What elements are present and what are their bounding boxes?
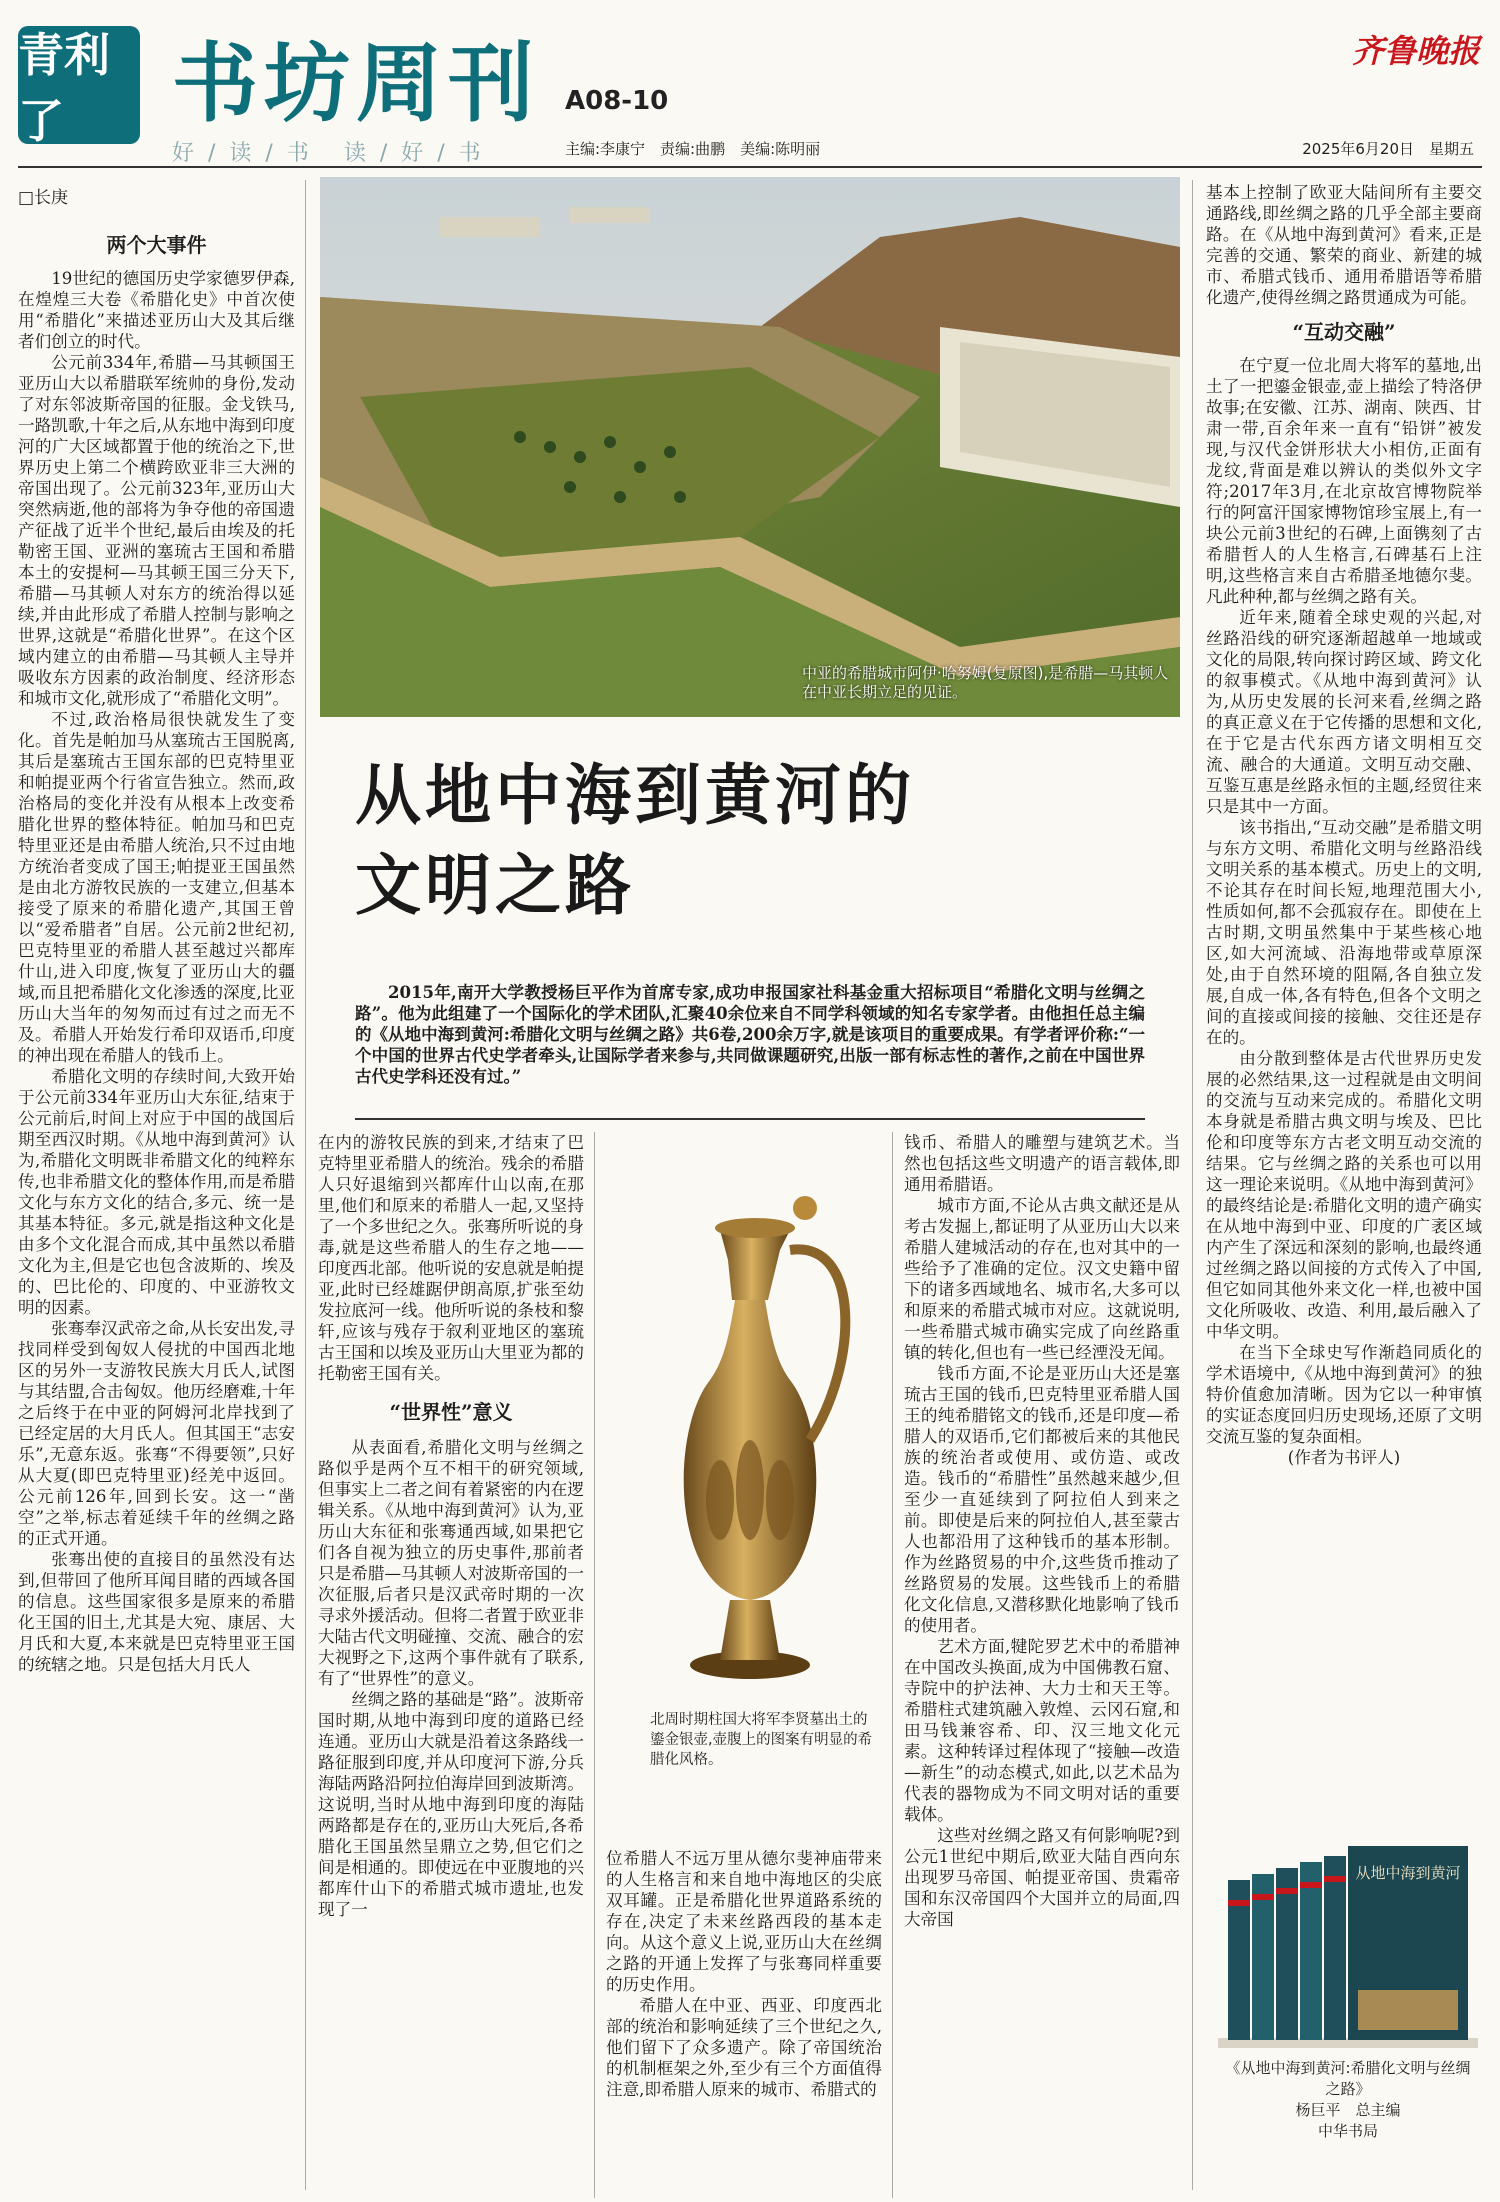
column-logo: 青利了 xyxy=(18,26,140,144)
photo-caption: 中亚的希腊城市阿伊·哈努姆(复原图),是希腊—马其顿人在中亚长期立足的见证。 xyxy=(802,664,1169,701)
paragraph: 钱币方面,不论是亚历山大还是塞琉古王国的钱币,巴克特里亚希腊人国王的纯希腊铭文的钱币,还是印度—希腊人的双语币,它们都被后来的其他民族的统治者或使用、或仿造、或改造。钱币的“希腊性”虽然越来越少,但至少一直延续到了阿拉伯人到来之前。即使是后来的阿拉伯人,甚至蒙古人也都沿用了这种钱币的基本形制。作为丝路贸易的中介,这些货币推动了丝路贸易的发展。这些钱币上的希腊化文化信息,又潜移默化地影响了钱币的使用者。 xyxy=(904,1364,1180,1635)
book-editor: 杨巨平 总主编 xyxy=(1295,2101,1401,2119)
paragraph: 不过,政治格局很快就发生了变化。首先是帕加马从塞琉古王国脱离,其后是塞琉古王国东部的巴克特里亚和帕提亚两个行省宣告独立。然而,政治格局的变化并没有从根本上改变希腊化世界的整体特征。帕加马和巴克特里亚还是由希腊人统治,只不过由地方统治者变成了国王;帕提亚王国虽然是由北方游牧民族的一支建立,但基本接受了原来的希腊化遗产,其国王曾以“爱希腊者”自居。公元前2世纪初,巴克特里亚的希腊人甚至越过兴都库什山,进入印度,恢复了亚历山大的疆域,而且把希腊化文化渗透的深度,比亚历山大当年的匆匆而过有过之而无不及。希腊人开始发行希印双语币,印度的神出现在希腊人的钱币上。 xyxy=(18,710,295,1065)
paragraph: 19世纪的德国历史学家德罗伊森,在煌煌三大卷《希腊化史》中首次使用“希腊化”来描述亚历山大及其后继者们创立的时代。 xyxy=(18,269,295,351)
author-note: (作者为书评人) xyxy=(1287,1448,1401,1467)
column-divider xyxy=(892,1132,893,2198)
paragraph: 张骞出使的直接目的虽然没有达到,但带回了他所耳闻目睹的西域各国的信息。这些国家很多是原来的希腊化王国的旧土,尤其是大宛、康居、大月氏和大夏,本来就是巴克特里亚王国的统辖之地。只是包括大月氏人 xyxy=(18,1550,295,1674)
paragraph: 丝绸之路的基础是“路”。波斯帝国时期,从地中海到印度的道路已经连通。亚历山大就是沿着这条路线一路征服到印度,并从印度河下游,分兵海陆两路沿阿拉伯海岸回到波斯湾。这说明,当时从地中海到印度的海陆两路都是存在的,亚历山大死后,各希腊化王国虽然呈鼎立之势,但它们之间是相通的。即使远在中亚腹地的兴都库什山下的希腊式城市遗址,也发现了一 xyxy=(318,1690,584,1919)
masthead-divider xyxy=(18,166,1482,168)
city-reconstruction-image xyxy=(320,177,1180,717)
issue-date: 2025年6月20日 星期五 xyxy=(1302,140,1474,158)
paragraph: 希腊化文明的存续时间,大致开始于公元前334年亚历山大东征,结束于公元前后,时间上对应于中国的战国后期至西汉时期。《从地中海到黄河》认为,希腊化文明既非希腊文化的纯粹东传,也非希腊文化的整体作用,而是希腊文化与东方文化的结合,多元、统一是其基本特征。多元,就是指这种文化是由多个文化混合而成,其中虽然以希腊文化为主,但是它也包含波斯的、埃及的、巴比伦的、印度的、中亚游牧文明的因素。 xyxy=(18,1067,295,1317)
page-number: A08-10 xyxy=(565,86,669,116)
headline xyxy=(355,750,1135,930)
paragraph: 在宁夏一位北周大将军的墓地,出土了一把鎏金银壶,壶上描绘了特洛伊故事;在安徽、江苏、湖南、陕西、甘肃一带,百余年来一直有“铅饼”被发现,与汉代金饼形状大小相仿,正面有龙纹,背面是难以辨认的类似外文字符;2017年3月,在北京故宫博物院举行的阿富汗国家博物馆珍宝展上,有一块公元前3世纪的石碑,上面镌刻了古希腊哲人的人生格言,石碑基石上注明,这些格言来自古希腊圣地德尔斐。凡此种种,都与丝绸之路有关。 xyxy=(1206,356,1482,606)
lead-paragraph xyxy=(355,982,1145,1087)
gilt-silver-ewer-image xyxy=(640,1180,880,1690)
book-publisher: 中华书局 xyxy=(1317,2122,1378,2140)
masthead-title: 书坊周刊 xyxy=(172,33,540,134)
paragraph: 位希腊人不远万里从德尔斐神庙带来的人生格言和来自地中海地区的尖底双耳罐。正是希腊化世界道路系统的存在,决定了未来丝路西段的基本走向。从这个意义上说,亚历山大在丝绸之路的开通上发挥了与张骞同样重要的历史作用。 xyxy=(606,1849,882,1994)
slogan: 好/读/书 读/好/书 xyxy=(172,141,495,166)
paragraph: 由分散到整体是古代世界历史发展的必然结果,这一过程就是由文明间的交流与互动来完成的。希腊化文明本身就是希腊古典文明与埃及、巴比伦和印度等东方古老文明互动交流的结果。它与丝绸之路的关系也可以用这一理论来说明。《从地中海到黄河》的最终结论是:希腊化文明的遗产确实在从地中海到中亚、印度的广袤区域内产生了深远和深刻的影响,也最终通过丝绸之路以间接的方式传入了中国,但它如同其他外来文化一样,也被中国文化所吸收、改造、利用,最后融入了中华文明。 xyxy=(1206,1049,1482,1341)
section-heading-two-events: 两个大事件 xyxy=(106,233,207,257)
paragraph: 在当下全球史写作渐趋同质化的学术语境中,《从地中海到黄河》的独特价值愈加清晰。因为它以一种审慎的实证态度回归历史现场,还原了文明交流互鉴的复杂面相。 xyxy=(1206,1343,1482,1446)
column-divider xyxy=(594,1132,595,2198)
paragraph: 艺术方面,犍陀罗艺术中的希腊神在中国改头换面,成为中国佛教石窟、寺院中的护法神、大力士和天王等。希腊柱式建筑融入敦煌、云冈石窟,和田马钱兼容希、印、汉三地文化元素。这种转译过程体现了“接触—改造—新生”的动态模式,如此,以艺术品为代表的器物成为不同文明对话的重要载体。 xyxy=(904,1637,1180,1824)
paragraph: 在内的游牧民族的到来,才结束了巴克特里亚希腊人的统治。残余的希腊人只好退缩到兴都库什山以南,在那里,他们和原来的希腊人一起,又坚持了一个多世纪之久。张骞所听说的身毒,就是这些希腊人的生存之地——印度西北部。他听说的安息就是帕提亚,此时已经雄踞伊朗高原,扩张至幼发拉底河一线。他所听说的条枝和黎轩,应该与残存于叙利亚地区的塞琉古王国和以埃及亚历山大里亚为都的托勒密王国有关。 xyxy=(318,1133,584,1383)
paragraph: 该书指出,“互动交融”是希腊文明与东方文明、希腊化文明与丝路沿线文明关系的基本模式。历史上的文明,不论其存在时间长短,地理范围大小,性质如何,都不会孤寂存在。即使在上古时期,文明虽然集中于某些核心地区,如大河流域、沿海地带或草原深处,由于自然环境的阻隔,各自独立发展,自成一体,各有特色,但各个文明之间的直接或间接的接触、交往还是存在的。 xyxy=(1206,818,1482,1047)
paragraph: 从表面看,希腊化文明与丝绸之路似乎是两个互不相干的研究领域,但事实上二者之间有着紧密的内在逻辑关系。《从地中海到黄河》认为,亚历山大东征和张骞通西域,如果把它们各自视为独立的历史事件,那前者只是希腊—马其顿人对波斯帝国的一次征服,后者只是汉武帝时期的一次寻求外援活动。但将二者置于欧亚非大陆古代文明碰撞、交流、融合的宏大视野之下,这两个事件就有了联系,有了“世界性”的意义。 xyxy=(318,1438,584,1688)
paragraph: 近年来,随着全球史观的兴起,对丝路沿线的研究逐渐超越单一地域或文化的局限,转向探讨跨区域、跨文化的叙事模式。《从地中海到黄河》认为,从历史发展的长河来看,丝绸之路的真正意义在于它传播的思想和文化,在于它是古代东西方诸文明相互交流、融合的大通道。文明互动交融、互鉴互惠是丝路永恒的主题,经贸往来只是其中一方面。 xyxy=(1206,608,1482,816)
paragraph: 这些对丝绸之路又有何影响呢?到公元1世纪中期后,欧亚大陆自西向东出现罗马帝国、帕提亚帝国、贵霜帝国和东汉帝国四个大国并立的局面,四大帝国 xyxy=(904,1826,1180,1929)
book-caption xyxy=(1218,2058,1478,2142)
column-divider xyxy=(305,180,306,2190)
book-set-image xyxy=(1218,1840,1478,2050)
book-title: 《从地中海到黄河:希腊化文明与丝绸之路》 xyxy=(1225,2059,1471,2098)
column-2 xyxy=(318,1132,584,2198)
column-3 xyxy=(606,1848,882,2198)
column-4 xyxy=(904,1132,1180,2198)
paragraph: 基本上控制了欧亚大陆间所有主要交通路线,即丝绸之路的几乎全部主要商路。在《从地中海到黄河》看来,正是完善的交通、繁荣的商业、新建的城市、希腊式钱币、通用希腊语等希腊化遗产,使得丝绸之路贯通成为可能。 xyxy=(1206,183,1482,307)
section-heading-interaction: “互动交融” xyxy=(1292,320,1396,344)
column-divider xyxy=(1192,180,1193,2190)
paragraph: 钱币、希腊人的雕塑与建筑艺术。当然也包括这些文明遗产的语言载体,即通用希腊语。 xyxy=(904,1133,1180,1194)
book-cover-title: 从地中海到黄河 xyxy=(1355,1864,1461,1882)
lead-divider xyxy=(355,1118,1145,1120)
column-5 xyxy=(1206,182,1482,1832)
paragraph: 公元前334年,希腊—马其顿国王亚历山大以希腊联军统帅的身份,发动了对东邻波斯帝国的征服。金戈铁马,一路凯歌,十年之后,从东地中海到印度河的广大区域都置于他的统治之下,世界历史上第二个横跨欧亚非三大洲的帝国出现了。公元前323年,亚历山大突然病逝,他的部将为争夺他的帝国遗产征战了近半个世纪,最后由埃及的托勒密王国、亚洲的塞琉古王国和希腊本土的安提柯—马其顿王国三分天下,希腊—马其顿人对东方的统治得以延续,并由此形成了希腊人控制与影响之世界,这就是“希腊化世界”。在这个区域内建立的由希腊—马其顿人主导并吸收东方因素的政治制度、经济形态和城市文化,就形成了“希腊化文明”。 xyxy=(18,353,295,708)
lead-text: 2015年,南开大学教授杨巨平作为首席专家,成功申报国家社科基金重大招标项目“希腊化文明与丝绸之路”。他为此组建了一个国际化的学术团队,汇聚40余位来自不同学科领域的知名专家学者。由他担任总主编的《从地中海到黄河:希腊化文明与丝绸之路》共6卷,200余万字,就是该项目的重要成果。有学者评价称:“一个中国的世界古代史学者牵头,让国际学者来参与,共同做课题研究,出版一部有标志性的著作,之前在中国世界古代史学科还没有过。” xyxy=(355,983,1145,1086)
ewer-caption: 北周时期柱国大将军李贤墓出土的鎏金银壶,壶腹上的图案有明显的希腊化风格。 xyxy=(650,1712,873,1768)
headline-line-2: 文明之路 xyxy=(355,846,635,924)
section-heading-world-significance: “世界性”意义 xyxy=(389,1400,513,1424)
paragraph: 张骞奉汉武帝之命,从长安出发,寻找同样受到匈奴人侵扰的中国西北地区的另外一支游牧民族大月氏人,试图与其结盟,合击匈奴。他历经磨难,十年之后终于在中亚的阿姆河北岸找到了已经定居的大月氏人。但其国王“志安乐”,无意东返。张骞“不得要领”,只好从大夏(即巴克特里亚)经羌中返回。公元前126年,回到长安。这一“凿空”之举,标志着延续千年的丝绸之路的正式开通。 xyxy=(18,1319,295,1548)
author-byline: □长庚 xyxy=(18,188,69,208)
column-1 xyxy=(18,188,295,2198)
paragraph: 城市方面,不论从古典文献还是从考古发掘上,都证明了从亚历山大以来希腊人建城活动的存在,也对其中的一些给予了准确的定位。汉文史籍中留下的诸多西域地名、城市名,大多可以和原来的希腊式城市对应。这就说明,一些希腊式城市确实完成了向丝路重镇的转化,但也有一些已经湮没无闻。 xyxy=(904,1196,1180,1362)
paragraph: 希腊人在中亚、西亚、印度西北部的统治和影响延续了三个世纪之久,他们留下了众多遗产。除了帝国统治的机制框架之外,至少有三个方面值得注意,即希腊人原来的城市、希腊式的 xyxy=(606,1996,882,2099)
headline-line-1: 从地中海到黄河的 xyxy=(355,756,915,834)
newspaper-logo: 齐鲁晚报 xyxy=(1351,32,1480,70)
editors-credit: 主编:李康宁 责编:曲鹏 美编:陈明丽 xyxy=(565,140,821,158)
